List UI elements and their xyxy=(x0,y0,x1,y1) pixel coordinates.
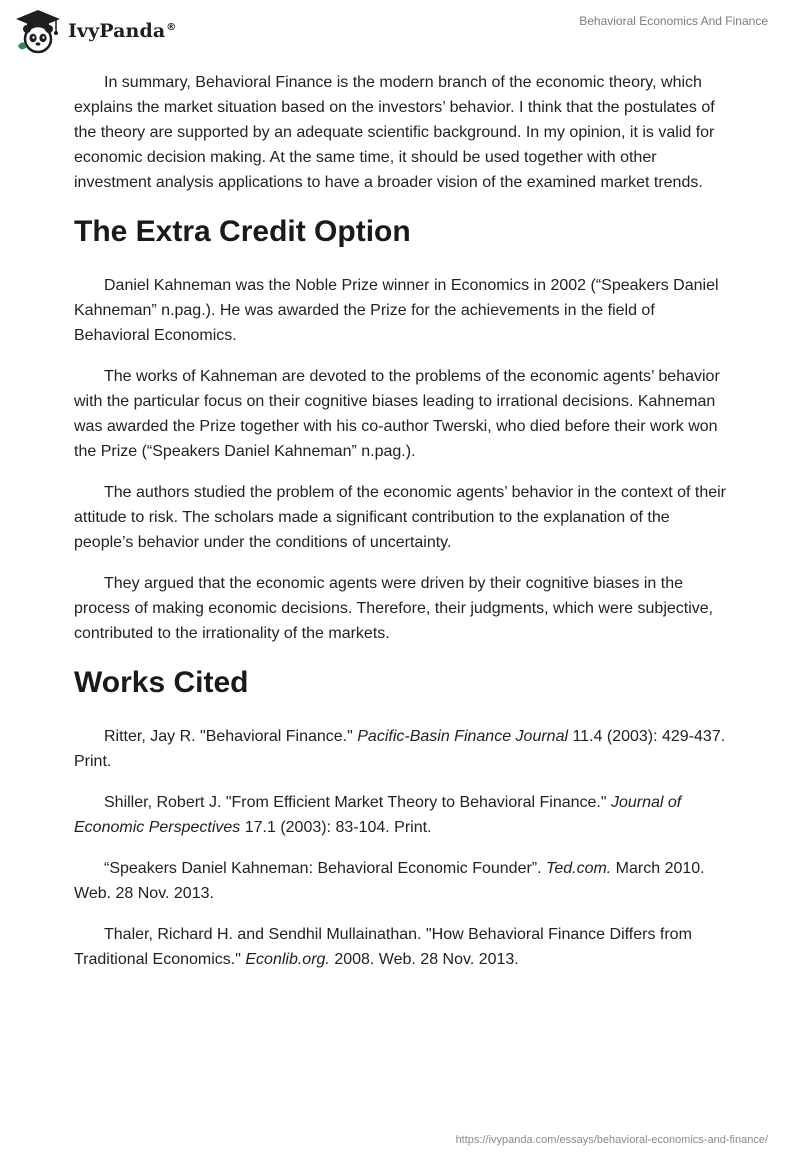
citation-entry: Thaler, Richard H. and Sendhil Mullainathan. "How Behavioral Finance Differs from Traditional Economics." Econlib.org. 2008. Web. 28 Nov. 2013. xyxy=(74,926,692,968)
citation-entry: Ritter, Jay R. "Behavioral Finance." Pacific-Basin Finance Journal 11.4 (2003): 429-437. Print. xyxy=(74,728,726,770)
summary-paragraph: In summary, Behavioral Finance is the modern branch of the economic theory, which explains the market situation based on the investors’ behavior. I think that the postulates of the theory are supported by an adequate scientific background. In my opinion, it is valid for economic decision making. At the same time, it should be used together with other investment analysis applications to have a broader vision of the examined market trends. xyxy=(74,74,715,191)
citation-entry: Shiller, Robert J. "From Efficient Market Theory to Behavioral Finance." Journal of Economic Perspectives 17.1 (2003): 83-104. Print. xyxy=(74,794,682,836)
extra-credit-paragraph: The works of Kahneman are devoted to the problems of the economic agents’ behavior with the particular focus on their cognitive biases leading to irrational decisions. Kahneman was awarded the Prize together with his co-author Twerski, who died before their work won the Prize (“Speakers Daniel Kahneman” n.pag.). xyxy=(74,368,720,460)
extra-credit-paragraph: The authors studied the problem of the economic agents’ behavior in the context of their attitude to risk. The scholars made a significant contribution to the explanation of the people’s behavior under the conditions of uncertainty. xyxy=(74,484,726,551)
panda-graduation-icon xyxy=(14,8,62,54)
source-url[interactable]: https://ivypanda.com/essays/behavioral-economics-and-finance/ xyxy=(455,1134,768,1146)
extra-credit-paragraph: Daniel Kahneman was the Noble Prize winner in Economics in 2002 (“Speakers Daniel Kahneman” n.pag.). He was awarded the Prize for the achievements in the field of Behavioral Economics. xyxy=(74,277,719,344)
ivypanda-logo[interactable] xyxy=(14,8,176,54)
works-cited-heading: Works Cited xyxy=(74,666,249,699)
document-title: Behavioral Economics And Finance xyxy=(579,14,768,28)
logo-wordmark: IvyPanda® xyxy=(68,20,177,42)
page-header xyxy=(0,0,800,64)
citation-entry: “Speakers Daniel Kahneman: Behavioral Economic Founder”. Ted.com. March 2010. Web. 28 Nov. 2013. xyxy=(74,860,705,902)
extra-credit-paragraph: They argued that the economic agents were driven by their cognitive biases in the process of making economic decisions. Therefore, their judgments, which were subjective, contributed to the irrationality of the markets. xyxy=(74,575,714,642)
essay-body xyxy=(74,70,726,988)
extra-credit-heading: The Extra Credit Option xyxy=(74,215,411,248)
